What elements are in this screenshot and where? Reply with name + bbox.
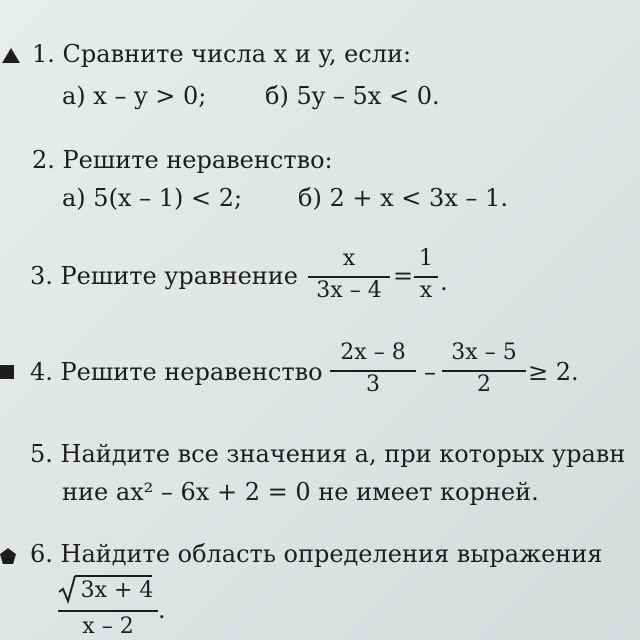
square-marker-icon: [0, 365, 14, 379]
inequality-rhs: ≥ 2.: [528, 358, 579, 386]
problem-1-part-a: а) x – y > 0;: [62, 82, 207, 110]
fraction-x-over-3x-4: [308, 246, 390, 310]
radical-overline: [75, 575, 152, 577]
fraction-3x-5-over-2: [442, 340, 526, 404]
square-root-sign-icon: [58, 574, 78, 604]
minus-sign: –: [424, 358, 436, 386]
problem-1-prompt: 1. Сравните числа x и y, если:: [32, 40, 412, 68]
problem-1-part-b: б) 5y – 5x < 0.: [265, 82, 440, 110]
fraction-denominator: 3: [366, 372, 380, 397]
problem-4-prompt: 4. Решите неравенство: [30, 358, 323, 386]
fraction-numerator: 3x – 5: [451, 340, 517, 365]
pentagon-marker-icon: [0, 548, 16, 564]
problem-5-line-1: 5. Найдите все значения a, при которых уравн: [30, 440, 626, 468]
fraction-numerator: x: [342, 246, 356, 271]
radicand: 3x + 4: [80, 578, 154, 603]
fraction-numerator: 1: [419, 246, 433, 271]
fraction-bar: [58, 610, 158, 612]
fraction-denominator: 2: [477, 372, 491, 397]
triangle-marker-icon: [2, 48, 20, 63]
fraction-denominator: x – 2: [82, 614, 134, 639]
period: .: [440, 268, 448, 296]
fraction-denominator: 3x – 4: [316, 278, 382, 303]
fraction-denominator: x: [419, 278, 433, 303]
fraction-2x-8-over-3: [330, 340, 416, 404]
problem-6-prompt: 6. Найдите область определения выражения: [30, 540, 603, 568]
fraction-1-over-x: [414, 246, 438, 310]
fraction-sqrt-over-x-2: [58, 572, 158, 640]
equals-sign: =: [393, 262, 414, 290]
problem-2-prompt: 2. Решите неравенство:: [32, 146, 333, 174]
problem-2-part-b: б) 2 + x < 3x – 1.: [298, 184, 508, 212]
problem-2-part-a: а) 5(x – 1) < 2;: [62, 184, 243, 212]
problem-5-line-2: ние ax² – 6x + 2 = 0 не имеет корней.: [62, 478, 539, 506]
problem-3-prompt: 3. Решите уравнение: [30, 262, 298, 290]
period: .: [158, 596, 166, 624]
fraction-numerator: 2x – 8: [340, 340, 406, 365]
